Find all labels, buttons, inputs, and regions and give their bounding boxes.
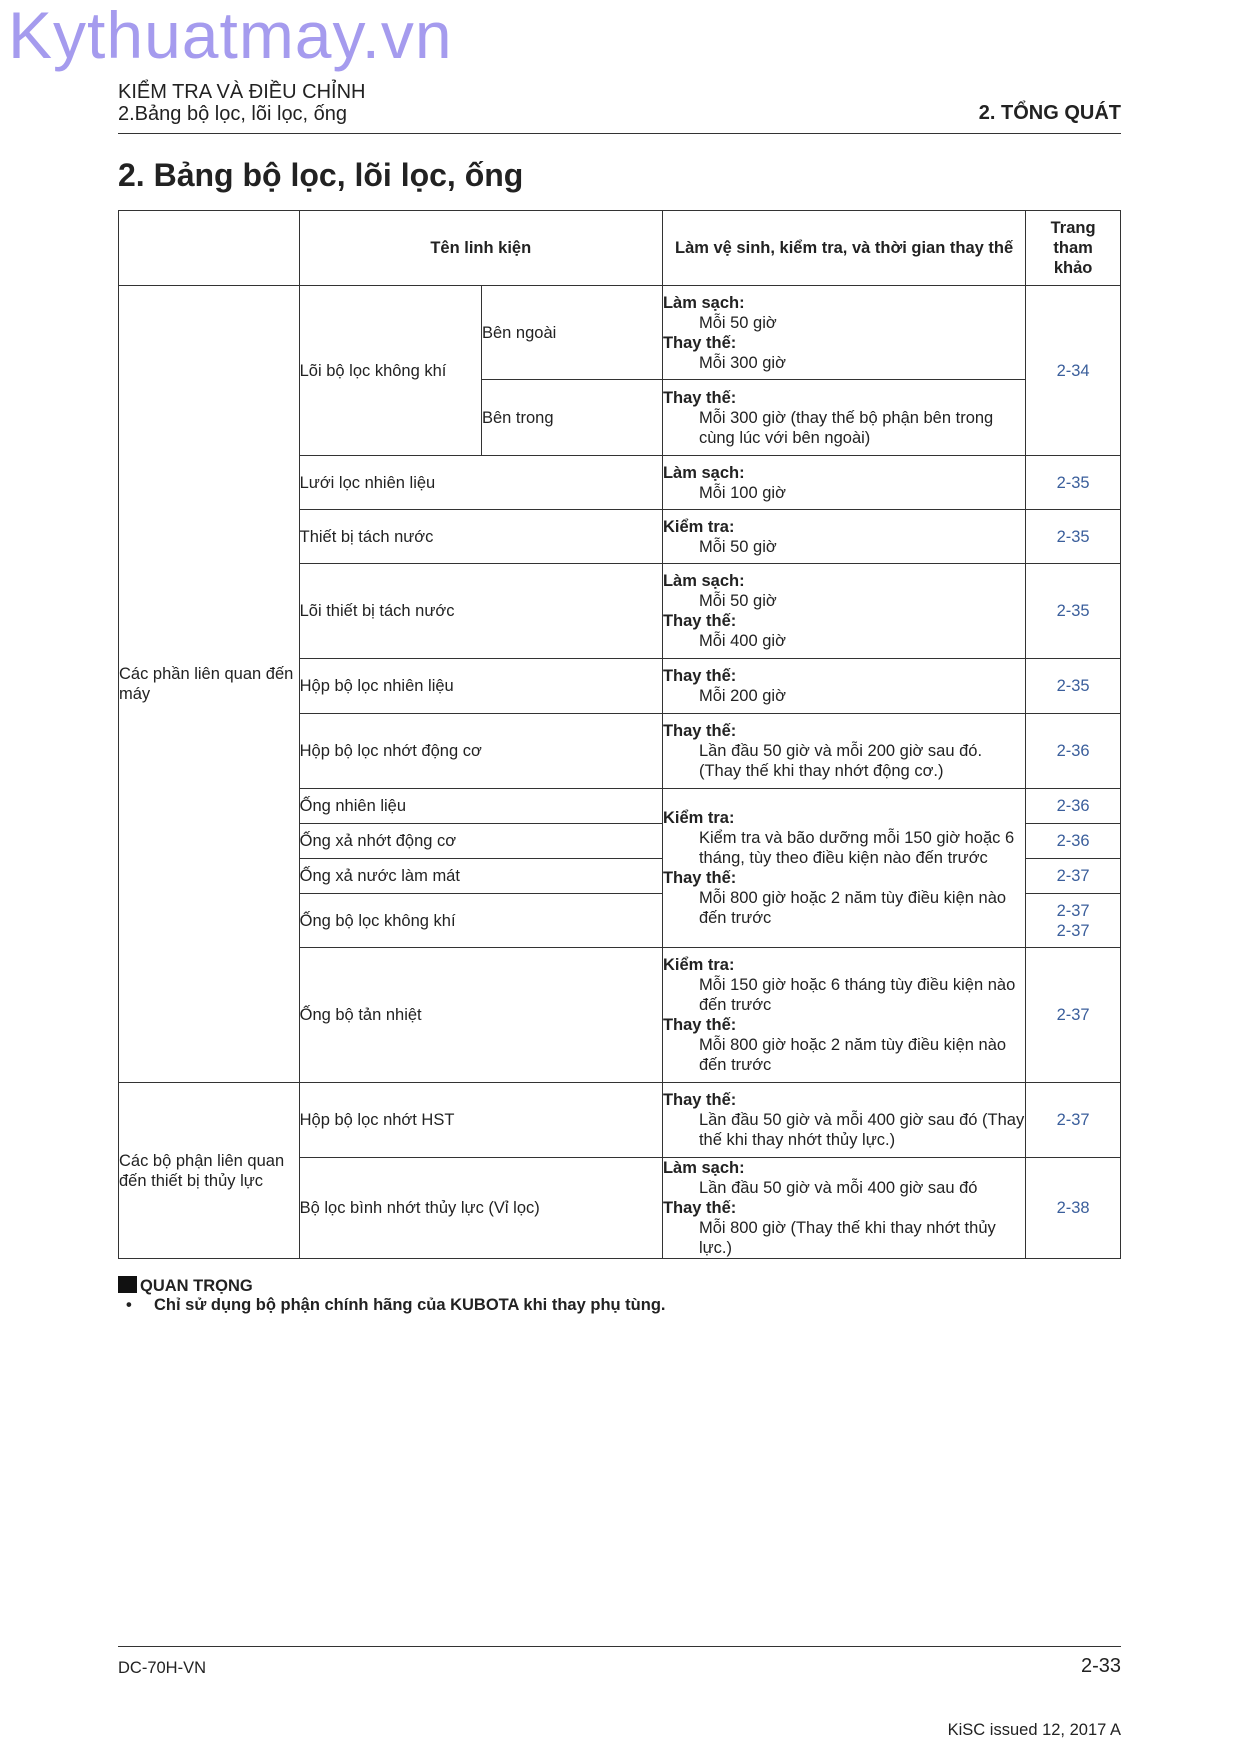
group-hydraulic: Các bộ phận liên quan đến thiết bị thủy lực	[119, 1083, 300, 1259]
water-sep-elem-clean: Mỗi 50 giờ	[698, 592, 777, 610]
ref-coolant-drain-hose: 2-37	[1026, 859, 1121, 894]
part-water-separator: Thiết bị tách nước	[299, 510, 662, 564]
ref-radiator-hose: 2-37	[1026, 948, 1121, 1083]
part-air-filter-hose: Ống bộ lọc không khí	[299, 894, 662, 948]
service-oil-filter	[662, 714, 1025, 789]
ref-water-separator: 2-35	[1026, 510, 1121, 564]
table-header-row	[119, 211, 1121, 286]
part-hst-filter: Hộp bộ lọc nhớt HST	[299, 1083, 662, 1158]
label-replace: Thay thế:	[662, 612, 737, 630]
part-oil-filter: Hộp bộ lọc nhớt động cơ	[299, 714, 662, 789]
footer-divider	[118, 1646, 1121, 1647]
part-air-filter: Lõi bộ lọc không khí	[299, 286, 481, 456]
label-replace: Thay thế:	[662, 1091, 737, 1109]
fuel-filter-replace: Mỗi 200 giờ	[698, 687, 786, 705]
part-air-filter-outer: Bên ngoài	[481, 286, 662, 380]
col-header-ref: Trang tham khảo	[1026, 211, 1121, 286]
part-fuel-hose: Ống nhiên liệu	[299, 789, 662, 824]
label-replace: Thay thế:	[662, 388, 737, 407]
hoses-replace: Mỗi 800 giờ hoặc 2 năm tùy điều kiện nào đến trước	[698, 889, 1007, 927]
label-inspect: Kiểm tra:	[662, 809, 735, 827]
ref-air-filter-hose-2: 2-37	[1056, 921, 1090, 940]
important-note	[118, 1276, 253, 1296]
part-fuel-filter: Hộp bộ lọc nhiên liệu	[299, 659, 662, 714]
header-section: KIỂM TRA VÀ ĐIỀU CHỈNH	[118, 81, 366, 103]
radiator-replace: Mỗi 800 giờ hoặc 2 năm tùy điều kiện nào đến trước	[698, 1036, 1007, 1074]
header-subsection: 2.Bảng bộ lọc, lõi lọc, ống	[118, 103, 348, 125]
col-header-part: Tên linh kiện	[299, 211, 662, 286]
watermark-logo: Kythuatmay.vn	[8, 0, 453, 72]
running-header	[118, 81, 365, 125]
table-row	[119, 1083, 1121, 1158]
note-text: Chỉ sử dụng bộ phận chính hãng của KUBOTA khi thay phụ tùng.	[154, 1296, 666, 1314]
part-radiator-hose: Ống bộ tản nhiệt	[299, 948, 662, 1083]
service-water-separator-element	[662, 564, 1025, 659]
part-oil-drain-hose: Ống xả nhớt động cơ	[299, 824, 662, 859]
label-clean: Làm sạch:	[662, 463, 745, 482]
header-divider	[118, 133, 1121, 134]
note-item	[126, 1296, 666, 1315]
air-outer-clean: Mỗi 50 giờ	[698, 313, 777, 332]
ref-oil-filter: 2-36	[1026, 714, 1121, 789]
hoses-inspect: Kiểm tra và bão dưỡng mỗi 150 giờ hoặc 6 tháng, tùy theo điều kiện nào đến trước	[698, 829, 1015, 867]
header-chapter: 2. TỔNG QUÁT	[978, 102, 1121, 124]
bullet-icon: •	[126, 1296, 132, 1314]
hyd-clean: Lần đầu 50 giờ và mỗi 400 giờ sau đó	[698, 1179, 978, 1197]
part-coolant-drain-hose: Ống xả nước làm mát	[299, 859, 662, 894]
ref-water-separator-element: 2-35	[1026, 564, 1121, 659]
part-fuel-strainer: Lưới lọc nhiên liệu	[299, 456, 662, 510]
water-sep-elem-replace: Mỗi 400 giờ	[698, 632, 786, 650]
service-fuel-strainer	[662, 456, 1025, 510]
col-header-service: Làm vệ sinh, kiểm tra, và thời gian thay thế	[662, 211, 1025, 286]
label-replace: Thay thế:	[662, 869, 737, 887]
service-fuel-filter	[662, 659, 1025, 714]
label-replace: Thay thế:	[662, 333, 737, 352]
hyd-replace: Mỗi 800 giờ (Thay thế khi thay nhớt thủy lực.)	[698, 1219, 996, 1257]
label-replace: Thay thế:	[662, 1016, 737, 1034]
label-inspect: Kiểm tra:	[662, 517, 735, 536]
service-hydraulic-tank-filter	[662, 1158, 1025, 1259]
ref-air-filter: 2-34	[1026, 286, 1121, 456]
label-clean: Làm sạch:	[662, 572, 745, 590]
label-clean: Làm sạch:	[662, 293, 745, 312]
service-air-outer	[662, 286, 1025, 380]
label-clean: Làm sạch:	[662, 1159, 745, 1177]
radiator-inspect: Mỗi 150 giờ hoặc 6 tháng tùy điều kiện nào đến trước	[698, 976, 1016, 1014]
part-air-filter-inner: Bên trong	[481, 380, 662, 456]
ref-oil-drain-hose: 2-36	[1026, 824, 1121, 859]
footer-page-number: 2-33	[1080, 1655, 1121, 1677]
service-hst-filter	[662, 1083, 1025, 1158]
ref-fuel-hose: 2-36	[1026, 789, 1121, 824]
table-row	[119, 286, 1121, 380]
service-air-inner	[662, 380, 1025, 456]
air-inner-replace: Mỗi 300 giờ (thay thế bộ phận bên trong cùng lúc với bên ngoài)	[698, 408, 994, 447]
label-replace: Thay thế:	[662, 667, 737, 685]
water-sep-inspect: Mỗi 50 giờ	[698, 537, 777, 556]
label-replace: Thay thế:	[662, 722, 737, 740]
footer-issued: KiSC issued 12, 2017 A	[947, 1721, 1121, 1739]
service-water-separator	[662, 510, 1025, 564]
col-header-group	[119, 211, 300, 286]
page-title: 2. Bảng bộ lọc, lõi lọc, ống	[118, 157, 524, 193]
group-engine: Các phần liên quan đến máy	[119, 286, 300, 1083]
service-radiator-hose	[662, 948, 1025, 1083]
air-outer-replace: Mỗi 300 giờ	[698, 353, 786, 372]
label-replace: Thay thế:	[662, 1199, 737, 1217]
part-hydraulic-tank-filter: Bộ lọc bình nhớt thủy lực (Vỉ lọc)	[299, 1158, 662, 1259]
ref-fuel-strainer: 2-35	[1026, 456, 1121, 510]
label-inspect: Kiểm tra:	[662, 956, 735, 974]
note-title: QUAN TRỌNG	[140, 1277, 253, 1295]
ref-fuel-filter: 2-35	[1026, 659, 1121, 714]
hst-replace: Lần đầu 50 giờ và mỗi 400 giờ sau đó (Thay thế khi thay nhớt thủy lực.)	[698, 1111, 1025, 1149]
footer-doc-code: DC-70H-VN	[118, 1659, 207, 1677]
filter-table	[118, 210, 1121, 1259]
ref-hydraulic-tank-filter: 2-38	[1026, 1158, 1121, 1259]
note-square-icon	[118, 1276, 137, 1293]
oil-filter-replace: Lần đầu 50 giờ và mỗi 200 giờ sau đó. (Thay thế khi thay nhớt động cơ.)	[698, 742, 983, 780]
ref-air-filter-hose-1: 2-37	[1056, 901, 1090, 920]
ref-air-filter-hose	[1026, 894, 1121, 948]
fuel-strainer-clean: Mỗi 100 giờ	[698, 483, 786, 502]
ref-hst-filter: 2-37	[1026, 1083, 1121, 1158]
part-water-separator-element: Lõi thiết bị tách nước	[299, 564, 662, 659]
service-hoses	[662, 789, 1025, 948]
